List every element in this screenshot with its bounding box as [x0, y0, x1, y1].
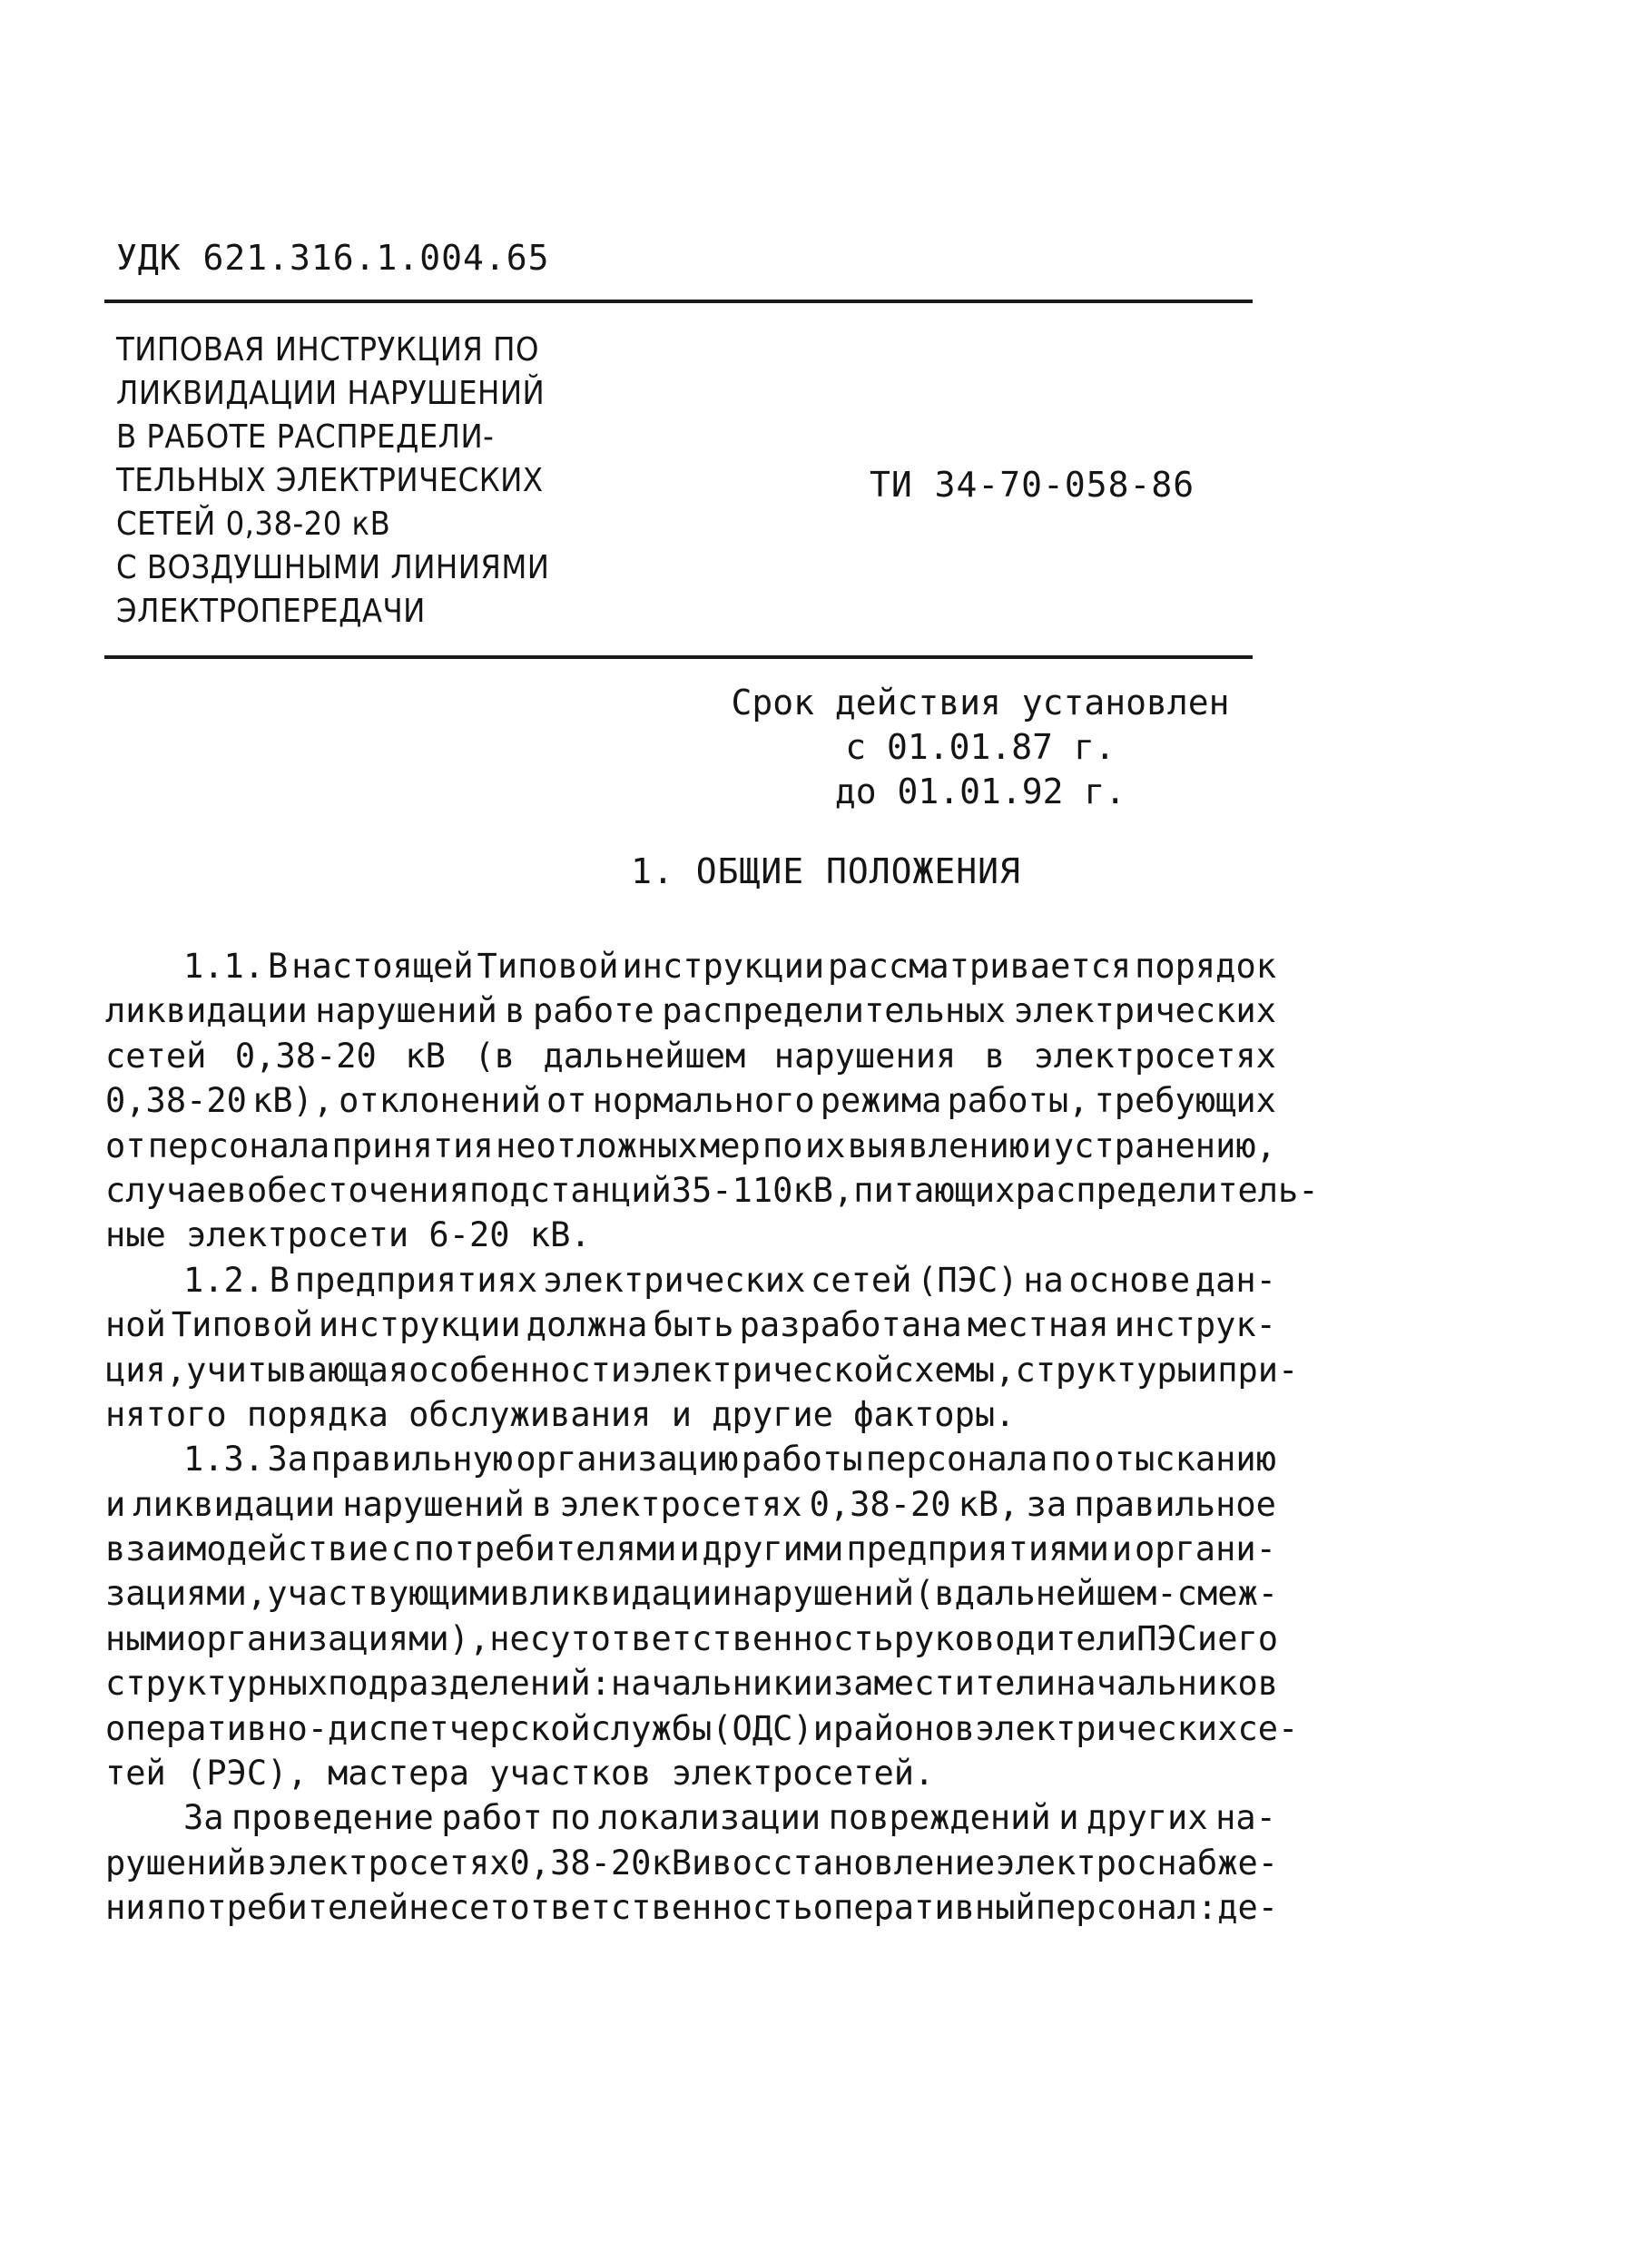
document-title-line: В РАБОТЕ РАСПРЕДЕЛИ- — [116, 418, 495, 456]
header-top-rule — [104, 300, 1253, 303]
validity-label: Срок действия установлен — [731, 683, 1230, 723]
body-line: 1.2. В предприятиях электрических сетей (ПЭС) на основе дан- — [183, 1260, 1276, 1300]
validity-period — [708, 681, 1253, 814]
body-text — [105, 944, 1319, 1931]
section-title: 1. ОБЩИЕ ПОЛОЖЕНИЯ — [631, 851, 1021, 891]
document-code: ТИ 34-70-058-86 — [870, 465, 1195, 505]
document-title-line: СЕТЕЙ 0,38-20 кВ — [116, 506, 391, 543]
body-line: ные электросети 6-20 кВ. — [105, 1215, 591, 1255]
body-line: от персонала принятия неотложных мер по их выявлению и устранению, — [105, 1126, 1276, 1165]
body-line: взаимодействие с потребителями и другими предприятиями и органи- — [105, 1529, 1276, 1569]
document-title-line: ТИПОВАЯ ИНСТРУКЦИЯ ПО — [116, 331, 539, 369]
body-line: сетей 0,38-20 кВ (в дальнейшем нарушения в электросетях — [105, 1036, 1276, 1076]
validity-start-date: с 01.01.87 г. — [845, 727, 1116, 767]
header-bottom-rule — [104, 655, 1253, 659]
body-line: и ликвидации нарушений в электросетях 0,38-20 кВ, за правильное — [105, 1484, 1276, 1524]
document-title-line: ТЕЛЬНЫХ ЭЛЕКТРИЧЕСКИХ — [116, 462, 544, 499]
body-line: За проведение работ по локализации повреждений и других на- — [183, 1798, 1276, 1838]
udk-code: УДК 621.316.1.004.65 — [116, 238, 550, 278]
validity-end-date: до 01.01.92 г. — [834, 772, 1126, 811]
body-line: рушений в электросетях 0,38-20 кВ и восстановление электроснабже- — [105, 1843, 1279, 1883]
body-line: ликвидации нарушений в работе распределительных электрических — [105, 991, 1276, 1031]
body-line: 1.1. В настоящей Типовой инструкции рассматривается порядок — [183, 947, 1276, 986]
body-line: ция, учитывающая особенности электрической схемы, структуры и при- — [105, 1350, 1299, 1390]
body-line: тей (РЭС), мастера участков электросетей. — [105, 1754, 935, 1794]
body-line: 0,38-20 кВ), отклонений от нормального режима работы, требующих — [105, 1081, 1276, 1121]
body-line: случаев обесточения подстанций 35-110 кВ, питающих распределитель- — [105, 1170, 1319, 1210]
body-line: ния потребителей несет ответственность оперативный персонал: де- — [105, 1888, 1279, 1928]
document-title-line: ЛИКВИДАЦИИ НАРУШЕНИЙ — [116, 375, 546, 412]
document-title-line: С ВОЗДУШНЫМИ ЛИНИЯМИ — [116, 549, 550, 586]
body-line: зациями, участвующими в ликвидации нарушений (в дальнейшем - смеж- — [105, 1574, 1279, 1614]
body-line: ной Типовой инструкции должна быть разработана местная инструк- — [105, 1305, 1276, 1345]
document-title-line: ЭЛЕКТРОПЕРЕДАЧИ — [116, 593, 426, 630]
body-line: оперативно-диспетчерской службы (ОДС) и районов электрических се- — [105, 1708, 1299, 1748]
document-title — [116, 329, 549, 634]
body-line: ными организациями), несут ответственность руководители ПЭС и его — [105, 1618, 1279, 1658]
body-line: 1.3. За правильную организацию работы персонала по отысканию — [183, 1440, 1276, 1479]
body-line: структурных подразделений: начальники и заместители начальников — [105, 1664, 1279, 1704]
body-line: нятого порядка обслуживания и другие факторы. — [105, 1394, 1016, 1434]
